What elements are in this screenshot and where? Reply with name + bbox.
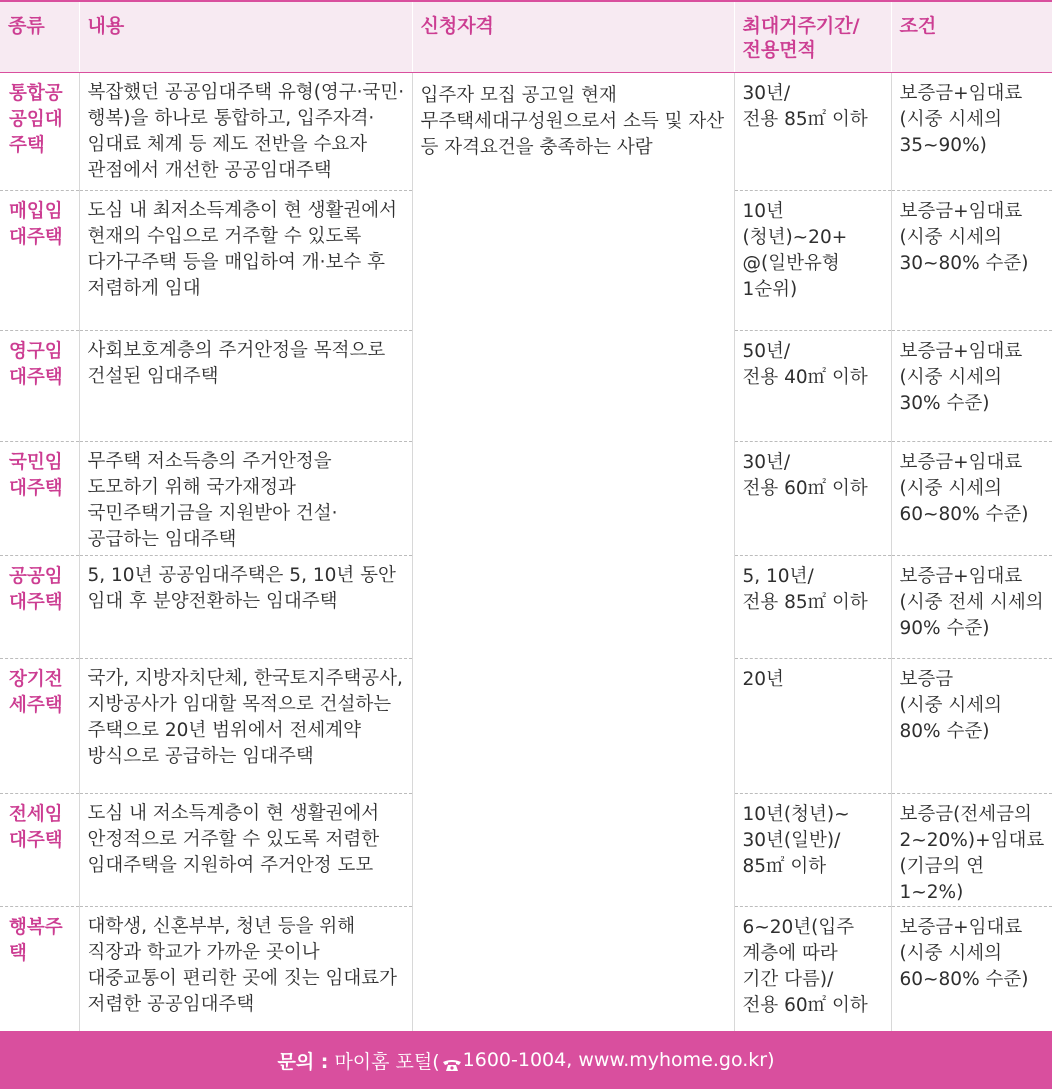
row-type: 전세임대주택 [0, 793, 79, 906]
inquiry-footer [0, 1031, 1052, 1089]
row-type: 영구임대주택 [0, 330, 79, 441]
row-condition: 보증금+임대료 (시중 시세의 30~80% 수준) [891, 190, 1052, 330]
row-content: 5, 10년 공공임대주택은 5, 10년 동안 임대 후 분양전환하는 임대주택 [79, 555, 412, 658]
row-content: 도심 내 저소득계층이 현 생활권에서 안정적으로 거주할 수 있도록 저렴한 임대주택을 지원하여 주거안정 도모 [79, 793, 412, 906]
row-type: 장기전세주택 [0, 658, 79, 793]
row-condition: 보증금+임대료 (시중 시세의 35~90%) [891, 72, 1052, 190]
row-period: 30년/ 전용 85㎡ 이하 [734, 72, 891, 190]
row-period: 10년(청년)~ 30년(일반)/ 85㎡ 이하 [734, 793, 891, 906]
row-period: 30년/ 전용 60㎡ 이하 [734, 441, 891, 555]
row-content: 복잡했던 공공임대주택 유형(영구·국민·행복)을 하나로 통합하고, 입주자격·임대료 체계 등 제도 전반을 수요자 관점에서 개선한 공공임대주택 [79, 72, 412, 190]
row-type: 통합공공임대주택 [0, 72, 79, 190]
row-period: 50년/ 전용 40㎡ 이하 [734, 330, 891, 441]
row-period: 10년 (청년)~20+ @(일반유형 1순위) [734, 190, 891, 330]
row-type: 공공임대주택 [0, 555, 79, 658]
row-condition: 보증금+임대료 (시중 시세의 60~80% 수준) [891, 441, 1052, 555]
table-header-row [0, 1, 1052, 72]
header-period-line2: 전용면적 [742, 39, 816, 61]
row-content: 사회보호계층의 주거안정을 목적으로 건설된 임대주택 [79, 330, 412, 441]
row-content: 대학생, 신혼부부, 청년 등을 위해 직장과 학교가 가까운 곳이나 대중교통이 편리한 곳에 짓는 임대료가 저렴한 공공임대주택 [79, 906, 412, 1032]
qualification-cell: 입주자 모집 공고일 현재 무주택세대구성원으로서 소득 및 자산 등 자격요건을 충족하는 사람 [412, 72, 734, 1032]
inquiry-text: 마이홈 포털( [328, 1050, 440, 1073]
header-qualification: 신청자격 [412, 1, 734, 72]
row-type: 행복주택 [9, 916, 63, 964]
telephone-icon [442, 1055, 462, 1068]
inquiry-label: 문의 : [277, 1050, 329, 1073]
row-content: 국가, 지방자치단체, 한국토지주택공사, 지방공사가 임대할 목적으로 건설하는 주택으로 20년 범위에서 전세계약 방식으로 공급하는 임대주택 [79, 658, 412, 793]
header-period-line1: 최대거주기간/ [742, 15, 860, 37]
row-condition: 보증금+임대료 (시중 시세의 30% 수준) [891, 330, 1052, 441]
row-period: 5, 10년/ 전용 85㎡ 이하 [734, 555, 891, 658]
row-type: 매입임대주택 [0, 190, 79, 330]
row-period: 20년 [734, 658, 891, 793]
header-content: 내용 [79, 1, 412, 72]
inquiry-contact: 1600-1004, www.myhome.go.kr) [462, 1049, 775, 1071]
row-content: 도심 내 최저소득계층이 현 생활권에서 현재의 수입으로 거주할 수 있도록 다가구주택 등을 매입하여 개·보수 후 저렴하게 임대 [79, 190, 412, 330]
row-condition: 보증금(전세금의 2~20%)+임대료 (기금의 연 1~2%) [891, 793, 1052, 906]
header-condition: 조건 [891, 1, 1052, 72]
header-type: 종류 [0, 1, 79, 72]
row-condition: 보증금+임대료 (시중 시세의 60~80% 수준) [891, 906, 1052, 1032]
row-period: 6~20년(입주 계층에 따라 기간 다름)/ 전용 60㎡ 이하 [734, 906, 891, 1032]
row-type: 국민임대주택 [0, 441, 79, 555]
row-condition: 보증금+임대료 (시중 전세 시세의 90% 수준) [891, 555, 1052, 658]
header-period-area [734, 1, 891, 72]
row-content: 무주택 저소득층의 주거안정을 도모하기 위해 국가재정과 국민주택기금을 지원받아 건설·공급하는 임대주택 [79, 441, 412, 555]
table-row [0, 72, 1052, 190]
row-condition: 보증금 (시중 시세의 80% 수준) [891, 658, 1052, 793]
